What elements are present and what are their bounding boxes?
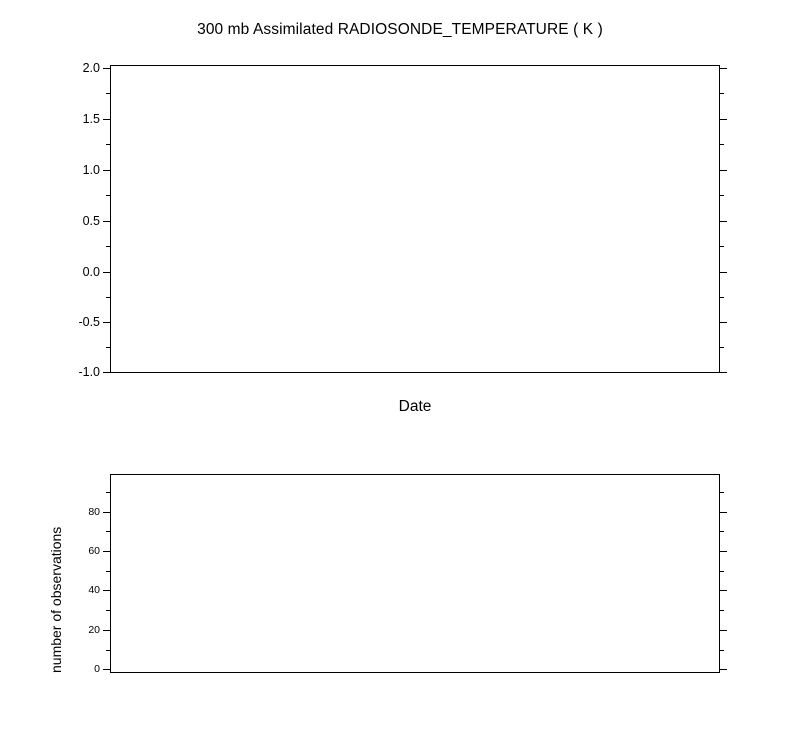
- top-left-tick-minor: [106, 144, 110, 145]
- top-ytick-label-0.5: 0.5: [82, 214, 100, 228]
- top-left-tick-major: [103, 170, 110, 171]
- top-right-tick-major: [720, 221, 727, 222]
- top-right-tick-minor: [720, 297, 724, 298]
- top-right-tick-major: [720, 119, 727, 120]
- top-ytick-label--1.0: -1.0: [78, 365, 100, 379]
- bottom-ytick-label-40: 40: [88, 584, 100, 596]
- bottom-left-tick-major: [103, 512, 110, 513]
- top-ytick-label-1.5: 1.5: [82, 112, 100, 126]
- bottom-plot-area: [110, 474, 720, 673]
- top-left-tick-minor: [106, 297, 110, 298]
- bottom-left-tick-minor: [106, 571, 110, 572]
- bottom-left-tick-minor: [106, 610, 110, 611]
- bottom-left-tick-minor: [106, 531, 110, 532]
- bottom-right-tick-major: [720, 512, 727, 513]
- x-axis-label: Date: [398, 398, 432, 415]
- bottom-ytick-label-60: 60: [88, 545, 100, 557]
- top-right-tick-minor: [720, 195, 724, 196]
- bottom-right-tick-major: [720, 669, 727, 670]
- top-ytick-label--0.5: -0.5: [78, 315, 100, 329]
- bottom-left-tick-major: [103, 669, 110, 670]
- top-left-tick-minor: [106, 347, 110, 348]
- top-left-tick-major: [103, 372, 110, 373]
- top-right-tick-minor: [720, 144, 724, 145]
- bottom-right-tick-minor: [720, 571, 724, 572]
- top-right-tick-major: [720, 68, 727, 69]
- bottom-right-tick-major: [720, 630, 727, 631]
- top-left-tick-major: [103, 272, 110, 273]
- bottom-left-tick-minor: [106, 650, 110, 651]
- top-left-tick-major: [103, 322, 110, 323]
- top-ytick-label-2.0: 2.0: [82, 61, 100, 75]
- bottom-left-tick-major: [103, 630, 110, 631]
- top-left-tick-major: [103, 119, 110, 120]
- top-plot-area: [110, 65, 720, 373]
- bottom-y-axis-label: number of observations: [48, 526, 64, 673]
- bottom-left-tick-major: [103, 590, 110, 591]
- bottom-left-tick-major: [103, 551, 110, 552]
- bottom-ytick-label-20: 20: [88, 624, 100, 636]
- bottom-ytick-label-80: 80: [88, 506, 100, 518]
- top-left-tick-minor: [106, 93, 110, 94]
- top-right-tick-major: [720, 272, 727, 273]
- bottom-left-tick-minor: [106, 492, 110, 493]
- top-right-tick-minor: [720, 93, 724, 94]
- bottom-right-tick-minor: [720, 610, 724, 611]
- bottom-right-tick-minor: [720, 531, 724, 532]
- bottom-right-tick-minor: [720, 650, 724, 651]
- bottom-right-tick-minor: [720, 492, 724, 493]
- bottom-ytick-label-0: 0: [94, 663, 100, 675]
- top-right-tick-major: [720, 170, 727, 171]
- top-left-tick-minor: [106, 246, 110, 247]
- top-left-tick-major: [103, 68, 110, 69]
- chart-title: 300 mb Assimilated RADIOSONDE_TEMPERATURE ( K ): [197, 21, 603, 38]
- top-right-tick-minor: [720, 246, 724, 247]
- top-ytick-label-0.0: 0.0: [82, 265, 100, 279]
- bottom-right-tick-major: [720, 551, 727, 552]
- bottom-right-tick-major: [720, 590, 727, 591]
- top-left-tick-minor: [106, 195, 110, 196]
- top-left-tick-major: [103, 221, 110, 222]
- top-ytick-label-1.0: 1.0: [82, 163, 100, 177]
- top-right-tick-major: [720, 322, 727, 323]
- top-right-tick-major: [720, 372, 727, 373]
- top-right-tick-minor: [720, 347, 724, 348]
